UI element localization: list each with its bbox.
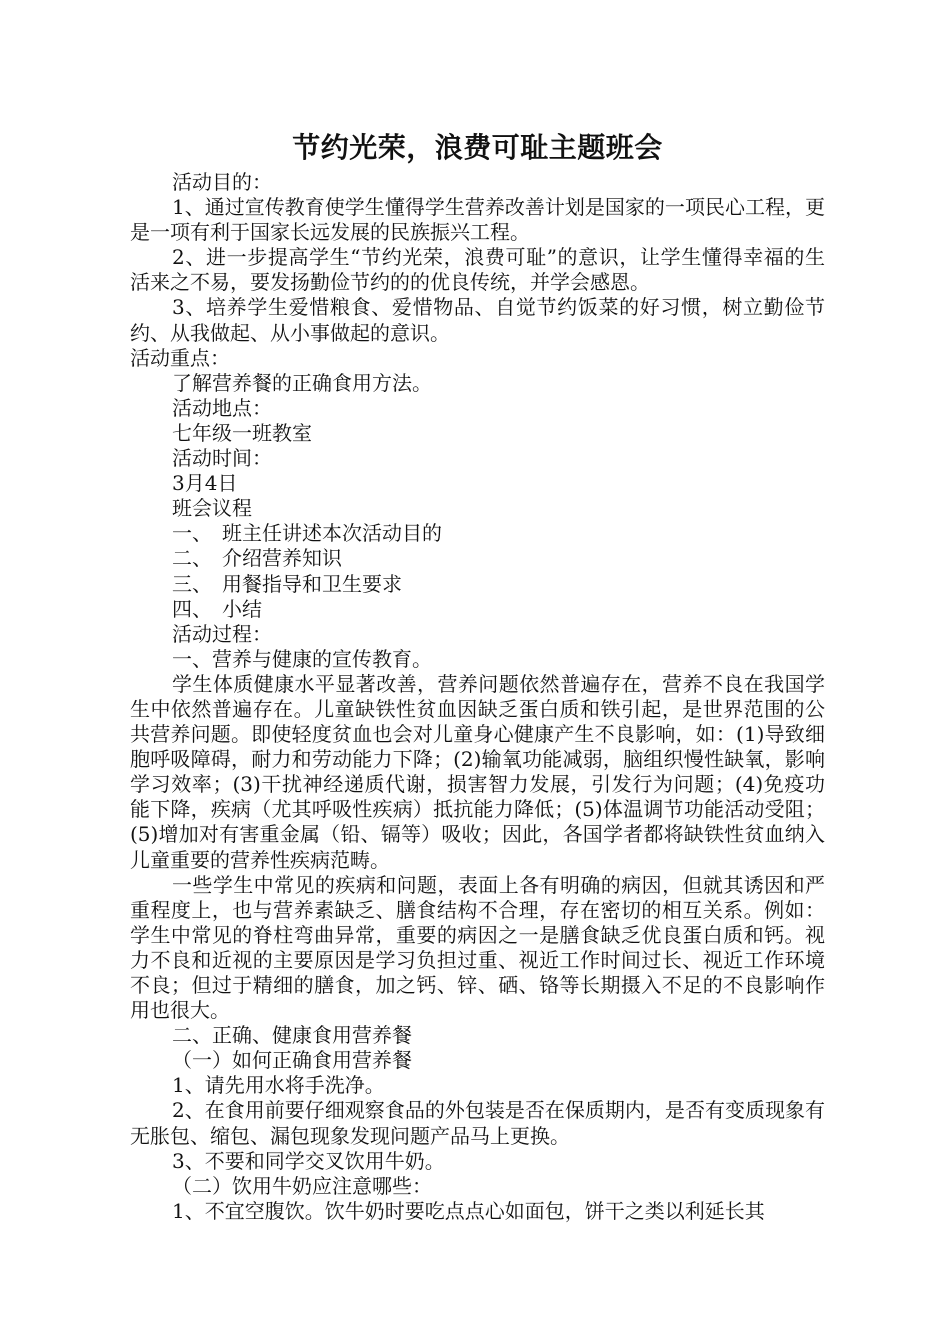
paragraph: 活动目的：	[172, 170, 272, 194]
paragraph: （一）如何正确食用营养餐	[172, 1048, 412, 1073]
document-body	[130, 170, 825, 1224]
paragraph: 二、正确、健康食用营养餐	[172, 1023, 412, 1048]
document-title: 节约光荣，浪费可耻主题班会	[292, 131, 663, 164]
paragraph: 一些学生中常见的疾病和问题，表面上各有明确的病因，但就其诱因和严重程度上，也与营养素缺乏、膳食结构不合理，存在密切的相互关系。例如：学生中常见的脊柱弯曲异常，重要的病因之一是膳食缺乏优良蛋白质和钙。视力不良和近视的主要原因是学习负担过重、视近工作时间过长、视近工作环境不良；但过于精细的膳食，加之钙、锌、硒、铬等长期摄入不足的不良影响作用也很大。	[130, 872, 825, 1023]
paragraph: 3、培养学生爱惜粮食、爱惜物品、自觉节约饭菜的好习惯，树立勤俭节约、从我做起、从小事做起的意识。	[130, 295, 825, 345]
paragraph: 七年级一班教室	[172, 420, 312, 445]
document-page	[130, 128, 825, 1224]
paragraph: 学生体质健康水平显著改善，营养问题依然普遍存在，营养不良在我国学生中依然普遍存在。儿童缺铁性贫血因缺乏蛋白质和铁引起，是世界范围的公共营养问题。即使轻度贫血也会对儿童身心健康产生不良影响，如：(1)导致细胞呼吸障碍，耐力和劳动能力下降；(2)输氧功能减弱，脑组织慢性缺氧，影响学习效率；(3)干扰神经递质代谢，损害智力发展，引发行为问题；(4)免疫功能下降，疾病（尤其呼吸性疾病）抵抗能力降低；(5)体温调节功能活动受阻；(5)增加对有害重金属（铅、镉等）吸收；因此，各国学者都将缺铁性贫血纳入儿童重要的营养性疾病范畴。	[130, 671, 825, 872]
paragraph: 2、在食用前要仔细观察食品的外包装是否在保质期内，是否有变质现象有无胀包、缩包、漏包现象发现问题产品马上更换。	[130, 1098, 825, 1148]
paragraph: 二、 介绍营养知识	[172, 546, 342, 571]
paragraph: 班会议程	[172, 496, 252, 521]
paragraph: 3月4日	[172, 471, 238, 496]
paragraph: 3、不要和同学交叉饮用牛奶。	[172, 1148, 445, 1173]
paragraph: （二）饮用牛奶应注意哪些：	[172, 1173, 432, 1198]
paragraph: 了解营养餐的正确食用方法。	[172, 370, 432, 395]
paragraph: 1、请先用水将手洗净。	[172, 1073, 385, 1098]
paragraph: 一、 班主任讲述本次活动目的	[172, 521, 442, 546]
paragraph: 一、营养与健康的宣传教育。	[172, 646, 432, 671]
paragraph: 活动过程：	[172, 621, 272, 646]
paragraph: 1、不宜空腹饮。饮牛奶时要吃点点心如面包，饼干之类以利延长其	[172, 1198, 765, 1223]
paragraph: 三、 用餐指导和卫生要求	[172, 571, 402, 596]
paragraph: 四、 小结	[172, 596, 262, 621]
paragraph: 活动地点：	[172, 395, 272, 420]
paragraph: 活动时间：	[172, 446, 272, 471]
paragraph: 活动重点：	[130, 345, 230, 370]
paragraph: 2、进一步提高学生“节约光荣，浪费可耻”的意识，让学生懂得幸福的生活来之不易，要发扬勤俭节约的的优良传统，并学会感恩。	[130, 245, 825, 295]
paragraph: 1、通过宣传教育使学生懂得学生营养改善计划是国家的一项民心工程，更是一项有利于国家长远发展的民族振兴工程。	[130, 195, 825, 245]
